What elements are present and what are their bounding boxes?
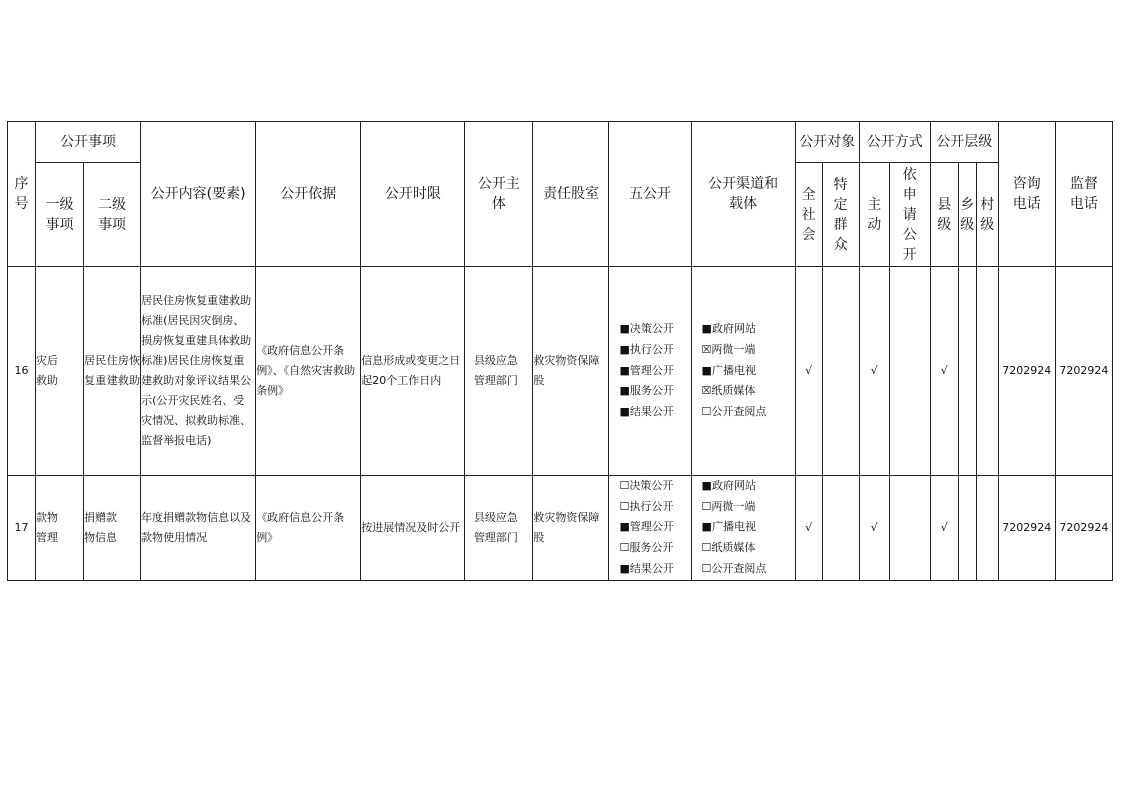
col-tier-county-header: 县级 bbox=[930, 163, 958, 267]
col-five-header: 五公开 bbox=[609, 122, 691, 267]
col-deadline-header: 公开时限 bbox=[361, 122, 465, 267]
row-five-list bbox=[609, 476, 691, 581]
col-subject-header: 公开主体 bbox=[465, 122, 533, 267]
header-row-1 bbox=[8, 122, 1113, 163]
row-mode-request-check bbox=[889, 267, 930, 476]
row-channel-list bbox=[691, 267, 795, 476]
row-tier-village-check bbox=[976, 267, 998, 476]
col-level1-header: 一级事项 bbox=[36, 163, 84, 267]
row-level2: 捐赠款物信息 bbox=[84, 476, 141, 581]
five-item: ■决策公开 bbox=[619, 322, 674, 336]
row-level1: 款物管理 bbox=[36, 476, 84, 581]
col-level2-header: 二级事项 bbox=[84, 163, 141, 267]
row-deadline: 信息形成或变更之日起20个工作日内 bbox=[361, 267, 465, 476]
channel-item: ■政府网站 bbox=[701, 322, 756, 336]
channel-item: ■广播电视 bbox=[701, 520, 756, 534]
five-item: ☐服务公开 bbox=[619, 541, 674, 555]
col-consult-header: 咨询电话 bbox=[998, 122, 1055, 267]
col-supervise-header: 监督电话 bbox=[1055, 122, 1112, 267]
row-content: 年度捐赠款物信息以及款物使用情况 bbox=[141, 476, 256, 581]
col-content-header: 公开内容(要素) bbox=[141, 122, 256, 267]
channel-item: ☐两微一端 bbox=[701, 499, 756, 513]
five-item: ■管理公开 bbox=[619, 520, 674, 534]
row-mode-active-check: √ bbox=[859, 267, 889, 476]
row-supervise-phone: 7202924 bbox=[1055, 267, 1112, 476]
table-row bbox=[8, 476, 1113, 581]
row-mode-active-check: √ bbox=[859, 476, 889, 581]
channel-item: ☐公开查阅点 bbox=[701, 405, 767, 419]
disclosure-table bbox=[7, 121, 1113, 581]
five-item: ■结果公开 bbox=[619, 561, 674, 575]
table-row bbox=[8, 267, 1113, 476]
row-mode-request-check bbox=[889, 476, 930, 581]
row-target-all-check: √ bbox=[795, 267, 822, 476]
row-dept: 救灾物资保障股 bbox=[533, 476, 609, 581]
col-basis-header: 公开依据 bbox=[256, 122, 361, 267]
row-subject: 县级应急管理部门 bbox=[465, 267, 533, 476]
row-dept: 救灾物资保障股 bbox=[533, 267, 609, 476]
row-basis: 《政府信息公开条例》、《自然灾害救助条例》 bbox=[256, 267, 361, 476]
row-tier-county-check: √ bbox=[930, 267, 958, 476]
col-mode-active-header: 主动 bbox=[859, 163, 889, 267]
col-target-all-header: 全社会 bbox=[795, 163, 822, 267]
col-tier-village-header: 村级 bbox=[976, 163, 998, 267]
five-item: ☐执行公开 bbox=[619, 499, 674, 513]
channel-item: ■政府网站 bbox=[701, 479, 756, 492]
col-channel-header: 公开渠道和载体 bbox=[691, 122, 795, 267]
col-tier-town-header: 乡级 bbox=[958, 163, 976, 267]
row-basis: 《政府信息公开条例》 bbox=[256, 476, 361, 581]
col-items-header: 公开事项 bbox=[36, 122, 141, 163]
row-level1: 灾后救助 bbox=[36, 267, 84, 476]
five-item: ☐决策公开 bbox=[619, 479, 674, 492]
col-target-header: 公开对象 bbox=[795, 122, 859, 163]
row-five-list bbox=[609, 267, 691, 476]
row-target-group-check bbox=[822, 476, 859, 581]
row-deadline: 按进展情况及时公开 bbox=[361, 476, 465, 581]
row-target-all-check: √ bbox=[795, 476, 822, 581]
row-subject: 县级应急管理部门 bbox=[465, 476, 533, 581]
channel-item: ■广播电视 bbox=[701, 363, 756, 377]
five-item: ■服务公开 bbox=[619, 384, 674, 398]
row-supervise-phone: 7202924 bbox=[1055, 476, 1112, 581]
col-tier-header: 公开层级 bbox=[930, 122, 998, 163]
col-seq-header: 序号 bbox=[8, 122, 36, 267]
row-seq: 16 bbox=[8, 267, 36, 476]
row-level2: 居民住房恢复重建救助 bbox=[84, 267, 141, 476]
row-tier-county-check: √ bbox=[930, 476, 958, 581]
row-tier-village-check bbox=[976, 476, 998, 581]
row-target-group-check bbox=[822, 267, 859, 476]
channel-item: ☐公开查阅点 bbox=[701, 561, 767, 575]
col-mode-header: 公开方式 bbox=[859, 122, 930, 163]
five-item: ■执行公开 bbox=[619, 342, 674, 356]
channel-item: ☒纸质媒体 bbox=[701, 384, 756, 398]
row-channel-list bbox=[691, 476, 795, 581]
col-target-group-header: 特定群众 bbox=[822, 163, 859, 267]
five-item: ■管理公开 bbox=[619, 363, 674, 377]
row-seq: 17 bbox=[8, 476, 36, 581]
row-consult-phone: 7202924 bbox=[998, 267, 1055, 476]
row-tier-town-check bbox=[958, 476, 976, 581]
row-tier-town-check bbox=[958, 267, 976, 476]
row-consult-phone: 7202924 bbox=[998, 476, 1055, 581]
col-dept-header: 责任股室 bbox=[533, 122, 609, 267]
col-mode-request-header: 依申请公开 bbox=[889, 163, 930, 267]
channel-item: ☒两微一端 bbox=[701, 342, 756, 356]
row-content: 居民住房恢复重建救助标准(居民因灾倒房、损房恢复重建具体救助标准)居民住房恢复重建救助对象评议结果公示(公开灾民姓名、受灾情况、拟救助标准、监督举报电话) bbox=[141, 267, 256, 476]
five-item: ■结果公开 bbox=[619, 405, 674, 419]
channel-item: ☐纸质媒体 bbox=[701, 541, 756, 555]
